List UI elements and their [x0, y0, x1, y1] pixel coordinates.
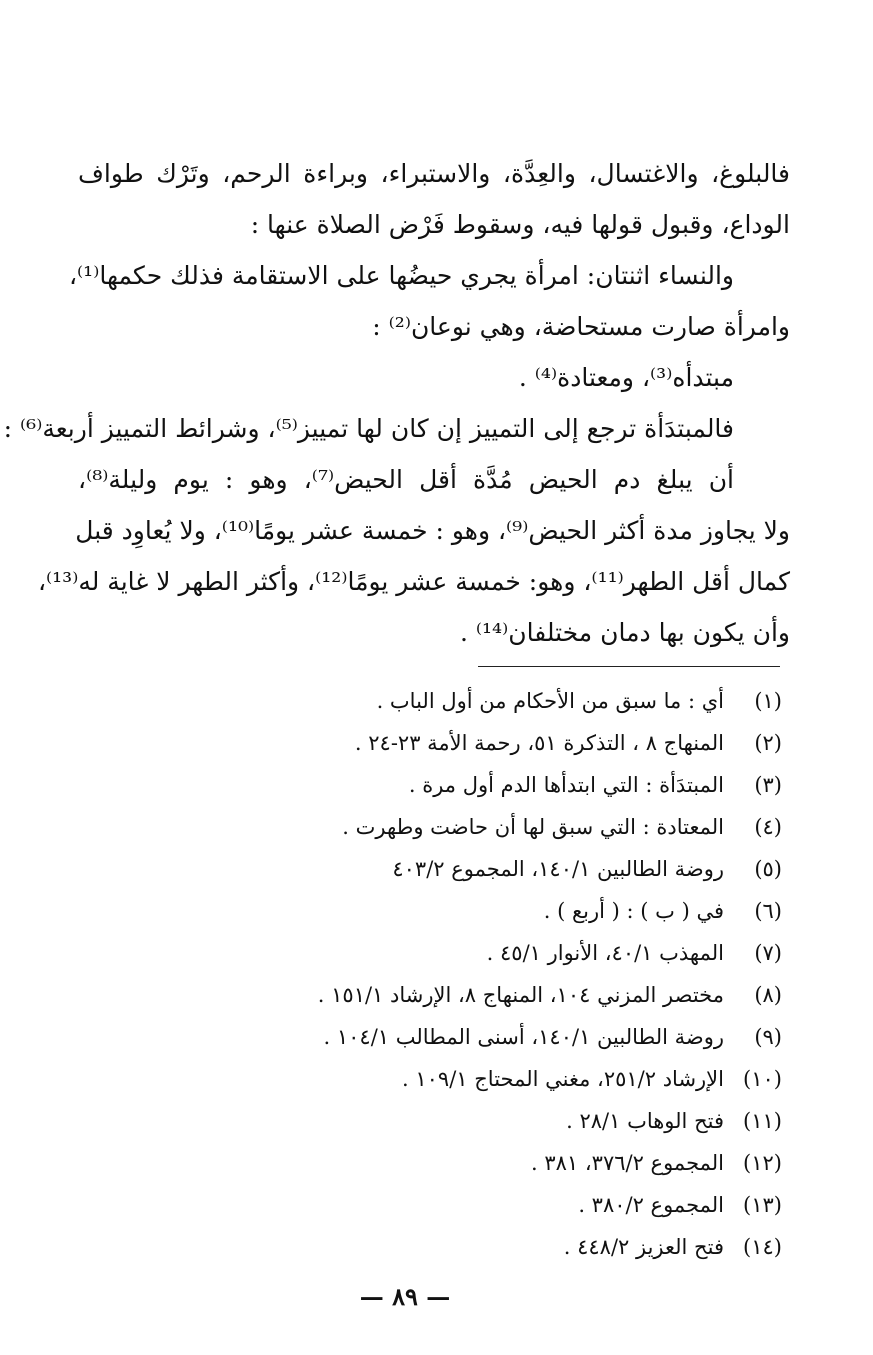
text-line-10: وأن يكون بها دمان مختلفان⁽¹⁴⁾ . — [459, 618, 790, 647]
footnote-6 — [160, 890, 782, 932]
text-line-6: فالمبتدَأة ترجع إلى التمييز إن كان لها تمييز⁽⁵⁾، وشرائط التمييز أربعة⁽⁶⁾ : — [3, 414, 734, 443]
footnote-text: روضة الطالبين ١٤٠/١، المجموع ٤٠٣/٢ — [392, 857, 724, 881]
footnote-number: (١) — [754, 689, 782, 713]
footnote-10 — [160, 1058, 782, 1100]
footnote-2 — [160, 722, 782, 764]
footnote-text: مختصر المزني ١٠٤، المنهاج ٨، الإرشاد ١٥١/١ . — [317, 983, 724, 1007]
footnote-divider — [478, 666, 780, 667]
footnote-number: (٣) — [754, 773, 782, 797]
text-line-1: فالبلوغ، والاغتسال، والعِدَّة، والاستبراء، وبراءة الرحم، وتَرْك طواف — [78, 159, 790, 188]
footnote-text: في ( ب ) : ( أربع ) . — [543, 899, 724, 923]
footnote-text: المنهاج ٨ ، التذكرة ٥١، رحمة الأمة ٢٣-٢٤ . — [354, 731, 724, 755]
footnote-5 — [160, 848, 782, 890]
footnote-9 — [160, 1016, 782, 1058]
footnote-text: أي : ما سبق من الأحكام من أول الباب . — [376, 689, 724, 713]
footnote-number: (٦) — [754, 899, 782, 923]
footnote-text: المجموع ٣٨٠/٢ . — [578, 1193, 724, 1217]
footnote-number: (١١) — [743, 1109, 782, 1133]
text-line-8: ولا يجاوز مدة أكثر الحيض⁽⁹⁾، وهو : خمسة عشر يومًا⁽¹⁰⁾، ولا يُعاوِد قبل — [75, 516, 790, 545]
footnotes — [160, 680, 782, 1268]
footnote-7 — [160, 932, 782, 974]
footnote-number: (٩) — [754, 1025, 782, 1049]
text-line-9: كمال أقل الطهر⁽¹¹⁾، وهو: خمسة عشر يومًا⁽¹²⁾، وأكثر الطهر لا غاية له⁽¹³⁾، — [37, 567, 790, 596]
footnote-number: (٥) — [754, 857, 782, 881]
footnote-number: (٧) — [754, 941, 782, 965]
footnote-text: الإرشاد ٢٥١/٢، مغني المحتاج ١٠٩/١ . — [402, 1067, 724, 1091]
main-text — [3, 148, 790, 658]
footnote-1 — [160, 680, 782, 722]
footnote-3 — [160, 764, 782, 806]
page-number: — ٨٩ — — [359, 1282, 451, 1311]
text-line-2: الوداع، وقبول قولها فيه، وسقوط فَرْض الصلاة عنها : — [250, 210, 790, 239]
footnote-text: المهذب ٤٠/١، الأنوار ٤٥/١ . — [486, 941, 724, 965]
footnote-4 — [160, 806, 782, 848]
footnote-text: المعتادة : التي سبق لها أن حاضت وطهرت . — [342, 815, 724, 839]
footnote-number: (٨) — [754, 983, 782, 1007]
footnote-14 — [160, 1226, 782, 1268]
footnote-13 — [160, 1184, 782, 1226]
text-line-5: مبتدأه⁽³⁾، ومعتادة⁽⁴⁾ . — [518, 363, 734, 392]
footnote-8 — [160, 974, 782, 1016]
footnote-number: (١٤) — [743, 1235, 782, 1259]
text-line-4: وامرأة صارت مستحاضة، وهي نوعان⁽²⁾ : — [372, 312, 790, 341]
footnote-12 — [160, 1142, 782, 1184]
text-line-3: والنساء اثنتان: امرأة يجري حيضُها على الاستقامة فذلك حكمها⁽¹⁾، — [68, 261, 734, 290]
footnote-text: فتح العزيز ٤٤٨/٢ . — [563, 1235, 724, 1259]
text-line-7: أن يبلغ دم الحيض مُدَّة أقل الحيض⁽⁷⁾، وهو : يوم وليلة⁽⁸⁾، — [78, 465, 734, 494]
footnote-11 — [160, 1100, 782, 1142]
footnote-number: (٢) — [754, 731, 782, 755]
footnote-number: (١٣) — [743, 1193, 782, 1217]
footnote-text: المبتدَأة : التي ابتدأها الدم أول مرة . — [408, 773, 724, 797]
footnote-number: (١٠) — [743, 1067, 782, 1091]
footnote-text: روضة الطالبين ١٤٠/١، أسنى المطالب ١٠٤/١ . — [323, 1025, 724, 1049]
footnote-text: المجموع ٣٧٦/٢، ٣٨١ . — [531, 1151, 724, 1175]
footnote-number: (١٢) — [743, 1151, 782, 1175]
footnote-text: فتح الوهاب ٢٨/١ . — [566, 1109, 724, 1133]
footnote-number: (٤) — [754, 815, 782, 839]
